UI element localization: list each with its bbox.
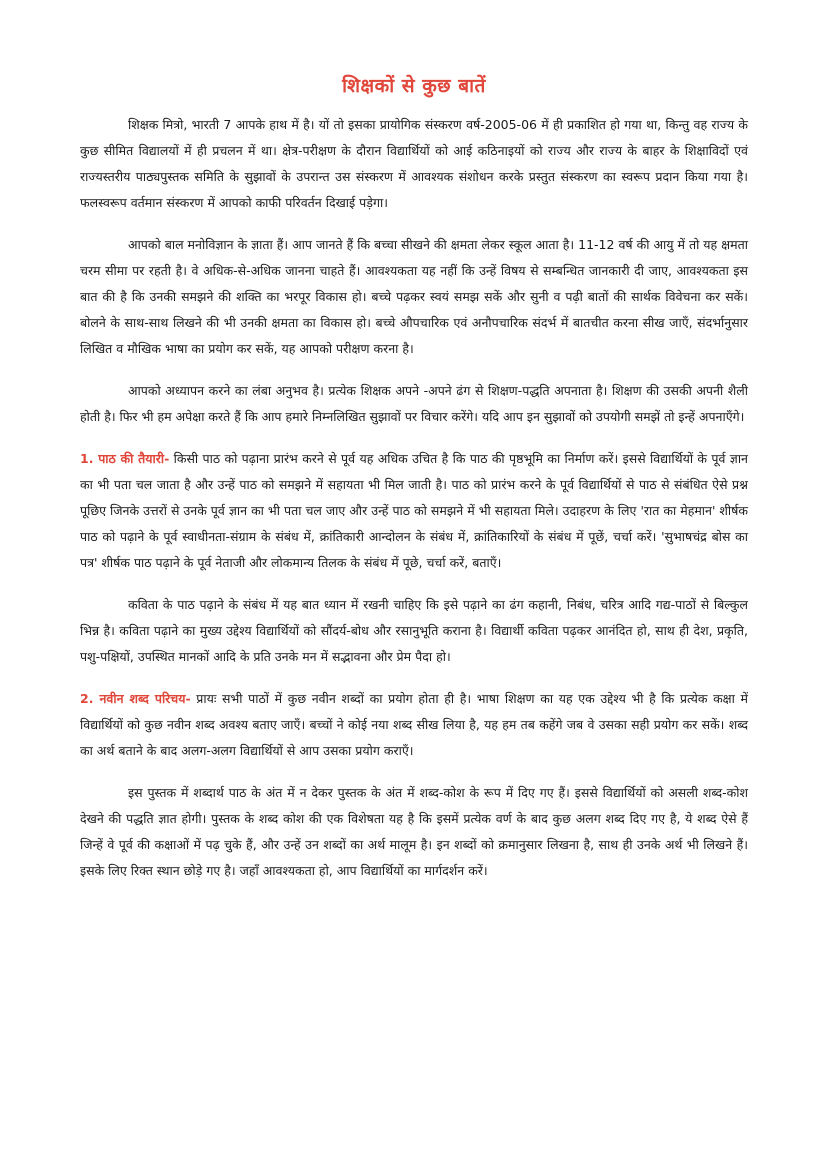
paragraph-teaching-experience: आपको अध्यापन करने का लंबा अनुभव है। प्रत्येक शिक्षक अपने -अपने ढंग से शिक्षण-पद्धति अपनाता है। शिक्षण की उसकी अपनी शैली होती है। फिर भी हम अपेक्षा करते हैं कि आप हमारे निम्नलिखित सुझावों पर विचार करेंगे। यदि आप इन सुझावों को उपयोगी समझें तो इन्हें अपनाएँगे। bbox=[80, 383, 748, 424]
section-new-words bbox=[80, 686, 748, 764]
section-lesson-preparation bbox=[80, 446, 748, 576]
paragraph-new-words: प्रायः सभी पाठों में कुछ नवीन शब्दों का प्रयोग होता ही है। भाषा शिक्षण का यह एक उद्देश्य भी है कि प्रत्येक कक्षा में विद्यार्थियों को कुछ नवीन शब्द अवश्य बताए जाएँ। बच्चों ने कोई नया शब्द सीख लिया है, यह हम तब कहेंगे जब वे उसका सही प्रयोग कर सकें। शब्द का अर्थ बताने के बाद अलग-अलग विद्यार्थियों से आप उसका प्रयोग कराएँ। bbox=[80, 691, 748, 758]
paragraph-lesson-preparation: किसी पाठ को पढ़ाना प्रारंभ करने से पूर्व यह अधिक उचित है कि पाठ की पृष्ठभूमि का निर्माण करें। इससे विद्यार्थियों के पूर्व ज्ञान का भी पता चल जाता है और उन्हें पाठ को समझने में सहायता भी मिल जाती है। पाठ को प्रारंभ करने के पूर्व विद्यार्थियों से पाठ से संबंधित ऐसे प्रश्न पूछिए जिनके उत्तरों से उनके पूर्व ज्ञान का भी पता चल जाए और उन्हें पाठ को समझने में भी सहायता मिले। उदाहरण के लिए 'रात का मेहमान' शीर्षक पाठ को पढ़ाने के पूर्व स्वाधीनता-संग्राम के संबंध में, क्रांतिकारी आन्दोलन के संबंध में, क्रांतिकारियों के संबंध में पूछें, चर्चा करें। 'सुभाषचंद्र बोस का पत्र' शीर्षक पाठ पढ़ाने के पूर्व नेताजी और लोकमान्य तिलक के संबंध में पूछे, चर्चा करें, बताएँ। bbox=[80, 451, 748, 570]
document-page bbox=[80, 72, 748, 900]
heading-new-words: 2. नवीन शब्द परिचय- bbox=[80, 691, 191, 706]
paragraph-child-psychology: आपको बाल मनोविज्ञान के ज्ञाता हैं। आप जानते हैं कि बच्चा सीखने की क्षमता लेकर स्कूल आता है। 11-12 वर्ष की आयु में तो यह क्षमता चरम सीमा पर रहती है। वे अधिक-से-अधिक जानना चाहते हैं। आवश्यकता यह नहीं कि उन्हें विषय से सम्बन्धित जानकारी दी जाए, आवश्यकता इस बात की है कि उनकी समझने की शक्ति का भरपूर विकास हो। बच्चे पढ़कर स्वयं समझ सकें और सुनी व पढ़ी बातों की सार्थक विवेचना कर सकें। बोलने के साथ-साथ लिखने की भी उनकी क्षमता का विकास हो। बच्चे औपचारिक एवं अनौपचारिक संदर्भ में बातचीत करना सीख जाएँ, संदर्भानुसार लिखित व मौखिक भाषा का प्रयोग कर सकें, यह आपको परीक्षण करना है। bbox=[80, 237, 748, 356]
paragraph-intro: शिक्षक मित्रो, भारती 7 आपके हाथ में है। यों तो इसका प्रायोगिक संस्करण वर्ष-2005-06 में ही प्रकाशित हो गया था, किन्तु वह राज्य के कुछ सीमित विद्यालयों में ही प्रचलन में था। क्षेत्र-परीक्षण के दौरान विद्यार्थियों को आई कठिनाइयों को राज्य और राज्य के बाहर के शिक्षाविदों एवं राज्यस्तरीय पाठ्यपुस्तक समिति के सुझावों के उपरान्त उस संस्करण में आवश्यक संशोधन करके प्रस्तुत संस्करण का स्वरूप प्रदान किया गया है। फलस्वरूप वर्तमान संस्करण में आपको काफी परिवर्तन दिखाई पड़ेगा। bbox=[80, 117, 748, 210]
paragraph-poetry-teaching: कविता के पाठ पढ़ाने के संबंध में यह बात ध्यान में रखनी चाहिए कि इसे पढ़ाने का ढंग कहानी, निबंध, चरित्र आदि गद्य-पाठों से बिल्कुल भिन्न है। कविता पढ़ाने का मुख्य उद्देश्य विद्यार्थियों को सौंदर्य-बोध और रसानुभूति कराना है। विद्यार्थी कविता पढ़कर आनंदित हो, साथ ही देश, प्रकृति, पशु-पक्षियों, उपस्थित मानकों आदि के प्रति उनके मन में सद्भावना और प्रेम पैदा हो। bbox=[80, 597, 748, 664]
heading-lesson-preparation: 1. पाठ की तैयारी- bbox=[80, 451, 170, 466]
page-title: शिक्षकों से कुछ बातें bbox=[342, 75, 486, 97]
paragraph-glossary: इस पुस्तक में शब्दार्थ पाठ के अंत में न देकर पुस्तक के अंत में शब्द-कोश के रूप में दिए गए हैं। इससे विद्यार्थियों को असली शब्द-कोश देखने की पद्धति ज्ञात होगी। पुस्तक के शब्द कोश की एक विशेषता यह है कि इसमें प्रत्येक वर्ण के बाद कुछ अलग शब्द दिए गए है, ये शब्द ऐसे हैं जिन्हें वे पूर्व की कक्षाओं में पढ़ चुके हैं, और उन्हें उन शब्दों का अर्थ मालूम है। इन शब्दों को क्रमानुसार लिखना है, साथ ही उनके अर्थ भी लिखने हैं। इसके लिए रिक्त स्थान छोड़े गए है। जहाँ आवश्यकता हो, आप विद्यार्थियों का मार्गदर्शन करें। bbox=[80, 785, 748, 878]
